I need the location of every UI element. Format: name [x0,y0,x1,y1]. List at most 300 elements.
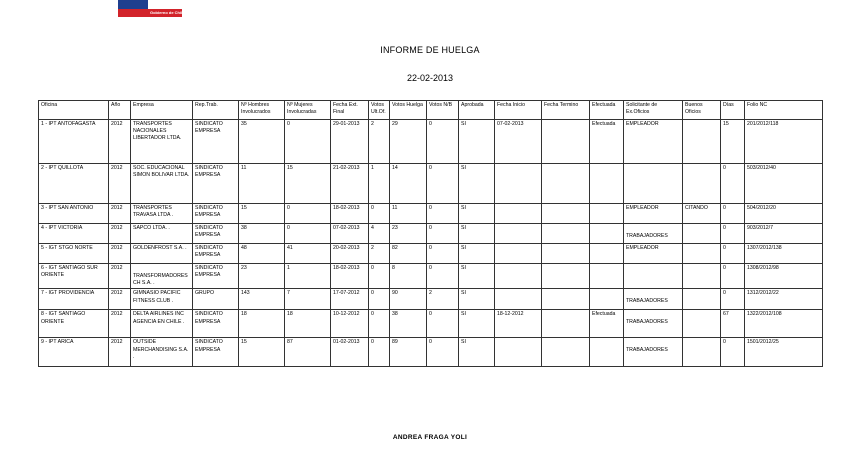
cell-anio [109,338,131,367]
cell-fecha-ext [331,164,369,204]
cell-text: SINDICATO EMPRESA [195,339,223,353]
cell-fecha-ext [331,310,369,338]
cell-mujeres [285,120,331,164]
cell-text: 41 [287,245,293,251]
cell-mujeres [285,244,331,264]
cell-text: SI [461,121,466,127]
cell-rep [193,204,239,224]
strike-report-table [38,100,823,367]
cell-text: SI [461,205,466,211]
cell-text: 8 [392,265,395,271]
cell-folio [745,204,823,224]
cell-rep [193,289,239,310]
cell-text: 0 [429,265,432,271]
cell-mujeres [285,264,331,289]
cell-empresa [131,120,193,164]
cell-empresa [131,204,193,224]
cell-text: 7 [287,290,290,297]
cell-aprobada [459,289,495,310]
cell-oficina [39,120,109,164]
cell-text: 1322/2012/108 [747,311,782,318]
cell-text: SINDICATO EMPRESA [195,225,223,239]
table-header [39,101,823,120]
cell-dias [721,164,745,204]
gobierno-logo [118,0,185,17]
cell-text: 89 [392,339,398,346]
cell-empresa [131,244,193,264]
cell-dias [721,310,745,338]
cell-anio [109,164,131,204]
cell-oficina [39,204,109,224]
cell-aprobada [459,224,495,244]
cell-votos-nb [427,224,459,244]
column-header: Aprobada [459,101,495,120]
column-header: Empresa [131,101,193,120]
cell-text: 0 [723,290,726,297]
cell-text: SINDICATO EMPRESA [195,165,223,179]
cell-dias [721,204,745,224]
cell-text: 4 [371,225,374,231]
cell-text: 18-02-2013 [333,265,360,271]
cell-text: 18-02-2013 [333,205,360,211]
cell-anio [109,224,131,244]
cell-oficina [39,264,109,289]
cell-empresa [131,264,193,289]
cell-buenos [683,120,721,164]
cell-efectuada [590,204,624,224]
cell-oficina [39,224,109,244]
cell-text: 10-12-2012 [333,311,360,318]
cell-text: 38 [241,225,247,231]
cell-fecha-termino [542,164,590,204]
cell-text: 6 - IGT SANTIAGO SUR ORIENTE [41,265,98,279]
cell-text: 0 [371,265,374,271]
report-title: INFORME DE HUELGA [380,45,480,55]
cell-mujeres [285,164,331,204]
cell-text: 15 [241,205,247,211]
cell-text: SINDICATO EMPRESA [195,245,223,259]
cell-text: 1312/2012/22 [747,290,779,297]
cell-folio [745,264,823,289]
cell-text: SI [461,165,466,171]
cell-text: 143 [241,290,250,297]
cell-hombres [239,204,285,224]
cell-fecha-termino [542,338,590,367]
cell-text: SINDICATO EMPRESA [195,265,223,279]
logo-blue-block [118,0,148,9]
cell-dias [721,338,745,367]
cell-text: 20-02-2013 [333,245,360,251]
cell-rep [193,310,239,338]
cell-text: 14 [392,165,398,171]
table-body [39,120,823,367]
cell-text: 2012 [111,121,123,127]
cell-rep [193,224,239,244]
column-header: Efectuada [590,101,624,120]
cell-aprobada [459,164,495,204]
cell-fecha-termino [542,244,590,264]
cell-text: TRABAJADORES [626,233,668,239]
header-row [39,101,823,120]
cell-text: 1 [287,265,290,271]
cell-empresa [131,310,193,338]
cell-buenos [683,224,721,244]
cell-empresa [131,289,193,310]
cell-oficina [39,164,109,204]
cell-text: 1 [371,165,374,171]
cell-fecha-termino [542,224,590,244]
column-header: Votos N/B [427,101,459,120]
cell-anio [109,289,131,310]
cell-votos-huelga [390,338,427,367]
table-row [39,289,823,310]
cell-folio [745,310,823,338]
cell-dias [721,120,745,164]
cell-text: SI [461,290,466,297]
table-row [39,224,823,244]
table-row [39,264,823,289]
cell-text: 2012 [111,339,123,346]
cell-text: 7 - IGT PROVIDENCIA [41,290,95,297]
cell-dias [721,289,745,310]
cell-hombres [239,224,285,244]
cell-text: DELTA AIRLINES INC AGENCIA EN CHILE . [133,311,185,325]
cell-votos-ult [369,224,390,244]
column-header: Buenos Oficios [683,101,721,120]
cell-text: 90 [392,290,398,297]
cell-mujeres [285,224,331,244]
cell-text: 9 - IPT ARICA [41,339,74,346]
cell-dias [721,224,745,244]
cell-text: 48 [241,245,247,251]
cell-votos-nb [427,289,459,310]
table-row [39,120,823,164]
cell-text: 2 [429,290,432,297]
cell-text: TRANSPORTES NACIONALES LIBERTADOR LTDA. [133,121,182,142]
cell-text: 0 [723,339,726,346]
cell-text: 2012 [111,290,123,297]
cell-text: EMPLEADOR [626,121,659,127]
cell-fecha-termino [542,310,590,338]
cell-buenos [683,204,721,224]
cell-text: 0 [723,205,726,211]
cell-fecha-inicio [495,244,542,264]
cell-mujeres [285,310,331,338]
cell-votos-nb [427,264,459,289]
table-row [39,204,823,224]
column-header: Nº Mujeres Involucradas [285,101,331,120]
cell-text: 2012 [111,225,123,231]
column-header: Fecha Ext. Final [331,101,369,120]
cell-aprobada [459,264,495,289]
cell-folio [745,224,823,244]
cell-text: 11 [392,205,398,211]
cell-fecha-inicio [495,120,542,164]
cell-text: EMPLEADOR [626,205,659,211]
cell-rep [193,164,239,204]
cell-text: SI [461,265,466,271]
cell-text: 0 [429,205,432,211]
cell-solicitante [624,338,683,367]
table-row [39,244,823,264]
column-header: Folio NC [745,101,823,120]
cell-fecha-termino [542,289,590,310]
cell-fecha-termino [542,120,590,164]
cell-hombres [239,338,285,367]
cell-fecha-inicio [495,310,542,338]
cell-solicitante [624,244,683,264]
cell-text: TRABAJADORES [626,347,668,354]
cell-fecha-inicio [495,289,542,310]
cell-text: SAPCO LTDA. . [133,225,170,231]
cell-text: 82 [392,245,398,251]
column-header: Nº Hombres Involucrados [239,101,285,120]
cell-votos-huelga [390,120,427,164]
cell-oficina [39,244,109,264]
cell-fecha-ext [331,264,369,289]
cell-votos-huelga [390,289,427,310]
cell-text: TRANSPORTES TRAVASA LTDA . [133,205,174,219]
cell-votos-nb [427,164,459,204]
column-header: Días [721,101,745,120]
cell-efectuada [590,264,624,289]
cell-text: Efectuada [592,311,616,318]
cell-text: 2 [371,121,374,127]
cell-fecha-ext [331,204,369,224]
cell-efectuada [590,338,624,367]
cell-empresa [131,338,193,367]
cell-text: 2 - IPT QUILLOTA [41,165,84,171]
cell-text: SOC. EDUCACIONAL SIMON BOLIVAR LTDA. [133,165,190,179]
cell-text: 903/2012/7 [747,225,773,231]
cell-votos-ult [369,120,390,164]
cell-empresa [131,224,193,244]
cell-text: 15 [723,121,729,127]
cell-rep [193,120,239,164]
cell-rep [193,244,239,264]
cell-votos-nb [427,120,459,164]
cell-text: GIMNASIO PACIFIC FITNESS CLUB . [133,290,181,304]
column-header: Fecha Inicio [495,101,542,120]
cell-text: 0 [371,311,374,318]
cell-text: 15 [241,339,247,346]
cell-fecha-ext [331,338,369,367]
cell-text: 18 [241,311,247,318]
cell-votos-huelga [390,264,427,289]
cell-rep [193,338,239,367]
cell-text: Efectuada [592,121,616,127]
table-row [39,310,823,338]
cell-text: 29 [392,121,398,127]
cell-text: SINDICATO EMPRESA [195,311,223,325]
report-date: 22-02-2013 [406,73,454,83]
cell-text: 0 [287,121,290,127]
cell-empresa [131,164,193,204]
cell-aprobada [459,310,495,338]
cell-text: 0 [723,165,726,171]
cell-text: 0 [429,245,432,251]
cell-folio [745,289,823,310]
cell-text: 11 [241,165,247,171]
cell-anio [109,264,131,289]
cell-text: 15 [287,165,293,171]
cell-text: 1307/2012/138 [747,245,782,251]
cell-fecha-inicio [495,164,542,204]
cell-votos-nb [427,204,459,224]
cell-text: EMPLEADOR [626,245,659,251]
cell-votos-ult [369,338,390,367]
cell-text: 23 [241,265,247,271]
cell-aprobada [459,338,495,367]
cell-efectuada [590,244,624,264]
cell-buenos [683,264,721,289]
cell-text: 21-02-2013 [333,165,360,171]
cell-votos-huelga [390,204,427,224]
cell-text: 18 [287,311,293,318]
cell-fecha-termino [542,204,590,224]
cell-hombres [239,264,285,289]
cell-solicitante [624,289,683,310]
cell-text: OUTSIDE MERCHANDISING S.A. . [133,339,189,360]
cell-votos-ult [369,310,390,338]
cell-oficina [39,310,109,338]
cell-text: 0 [371,339,374,346]
cell-text: 1308/2012/98 [747,265,779,271]
cell-anio [109,244,131,264]
signature-name: ANDREA FRAGA YOLI [392,434,468,441]
cell-votos-nb [427,244,459,264]
cell-rep [193,264,239,289]
cell-text: 0 [429,165,432,171]
cell-text: 201/2012/118 [747,121,779,127]
cell-anio [109,120,131,164]
cell-solicitante [624,310,683,338]
cell-hombres [239,164,285,204]
cell-text: 2 [371,245,374,251]
cell-text: GOLDENFROST S.A. . [133,245,187,251]
cell-text: 87 [287,339,293,346]
column-header: Votos Huelga [390,101,427,120]
cell-votos-ult [369,289,390,310]
cell-text: 3 - IPT SAN ANTONIO [41,205,94,211]
cell-text: TRABAJADORES [626,298,668,305]
cell-text: 2012 [111,265,123,271]
cell-buenos [683,338,721,367]
cell-votos-huelga [390,224,427,244]
cell-solicitante [624,224,683,244]
cell-text: 0 [371,290,374,297]
cell-votos-ult [369,164,390,204]
cell-text: 0 [723,225,726,231]
cell-oficina [39,289,109,310]
cell-fecha-inicio [495,264,542,289]
cell-text: 17-07-2012 [333,290,360,297]
cell-folio [745,338,823,367]
cell-text: SI [461,339,466,346]
cell-text: 1 - IPT ANTOFAGASTA [41,121,96,127]
column-header: Fecha Termino [542,101,590,120]
cell-aprobada [459,120,495,164]
cell-text: 0 [371,205,374,211]
column-header: Votos Ult.Of. [369,101,390,120]
cell-text: 67 [723,311,729,318]
cell-votos-nb [427,310,459,338]
cell-anio [109,204,131,224]
cell-buenos [683,310,721,338]
cell-text: TRABAJADORES [626,319,668,326]
cell-text: 07-02-2013 [497,121,524,127]
cell-text: 0 [429,121,432,127]
cell-text: 18-12-2012 [497,311,524,318]
cell-text: 2012 [111,165,123,171]
cell-votos-ult [369,244,390,264]
cell-text: 0 [429,339,432,346]
cell-text: 503/2012/40 [747,165,776,171]
cell-text: SINDICATO EMPRESA [195,121,223,135]
cell-text: 38 [392,311,398,318]
cell-votos-huelga [390,244,427,264]
cell-fecha-inicio [495,224,542,244]
table-row [39,164,823,204]
cell-text: 0 [429,311,432,318]
cell-fecha-inicio [495,338,542,367]
cell-buenos [683,244,721,264]
cell-solicitante [624,164,683,204]
cell-text: 504/2012/20 [747,205,776,211]
cell-oficina [39,338,109,367]
cell-fecha-ext [331,120,369,164]
cell-mujeres [285,289,331,310]
cell-text: 8 - IGT SANTIAGO ORIENTE [41,311,86,325]
cell-text: 2012 [111,205,123,211]
cell-hombres [239,244,285,264]
cell-aprobada [459,204,495,224]
column-header: Oficina [39,101,109,120]
cell-text: 2012 [111,311,123,318]
cell-dias [721,244,745,264]
cell-text: 1501/2012/25 [747,339,779,346]
cell-text: SINDICATO EMPRESA [195,205,223,219]
cell-text: 5 - IGT STGO NORTE [41,245,93,251]
cell-text: 0 [723,265,726,271]
cell-efectuada [590,164,624,204]
cell-text: 2012 [111,245,123,251]
cell-mujeres [285,338,331,367]
column-header: Rep.Trab. [193,101,239,120]
cell-hombres [239,120,285,164]
cell-text: 0 [287,205,290,211]
cell-votos-ult [369,204,390,224]
cell-fecha-ext [331,289,369,310]
logo-text: Gobierno de Chile [150,10,185,15]
cell-text: 29-01-2013 [333,121,360,127]
cell-votos-ult [369,264,390,289]
cell-text: 0 [429,225,432,231]
cell-text: SI [461,225,466,231]
cell-votos-huelga [390,310,427,338]
cell-text: 0 [287,225,290,231]
cell-fecha-ext [331,244,369,264]
cell-efectuada [590,120,624,164]
cell-solicitante [624,264,683,289]
cell-text: TRANSFORMADORES CH S.A. . [133,273,188,287]
cell-fecha-ext [331,224,369,244]
cell-mujeres [285,204,331,224]
cell-text: CITANDO [685,205,708,211]
cell-text: 07-02-2013 [333,225,360,231]
cell-buenos [683,164,721,204]
cell-text: GRUPO [195,290,215,297]
